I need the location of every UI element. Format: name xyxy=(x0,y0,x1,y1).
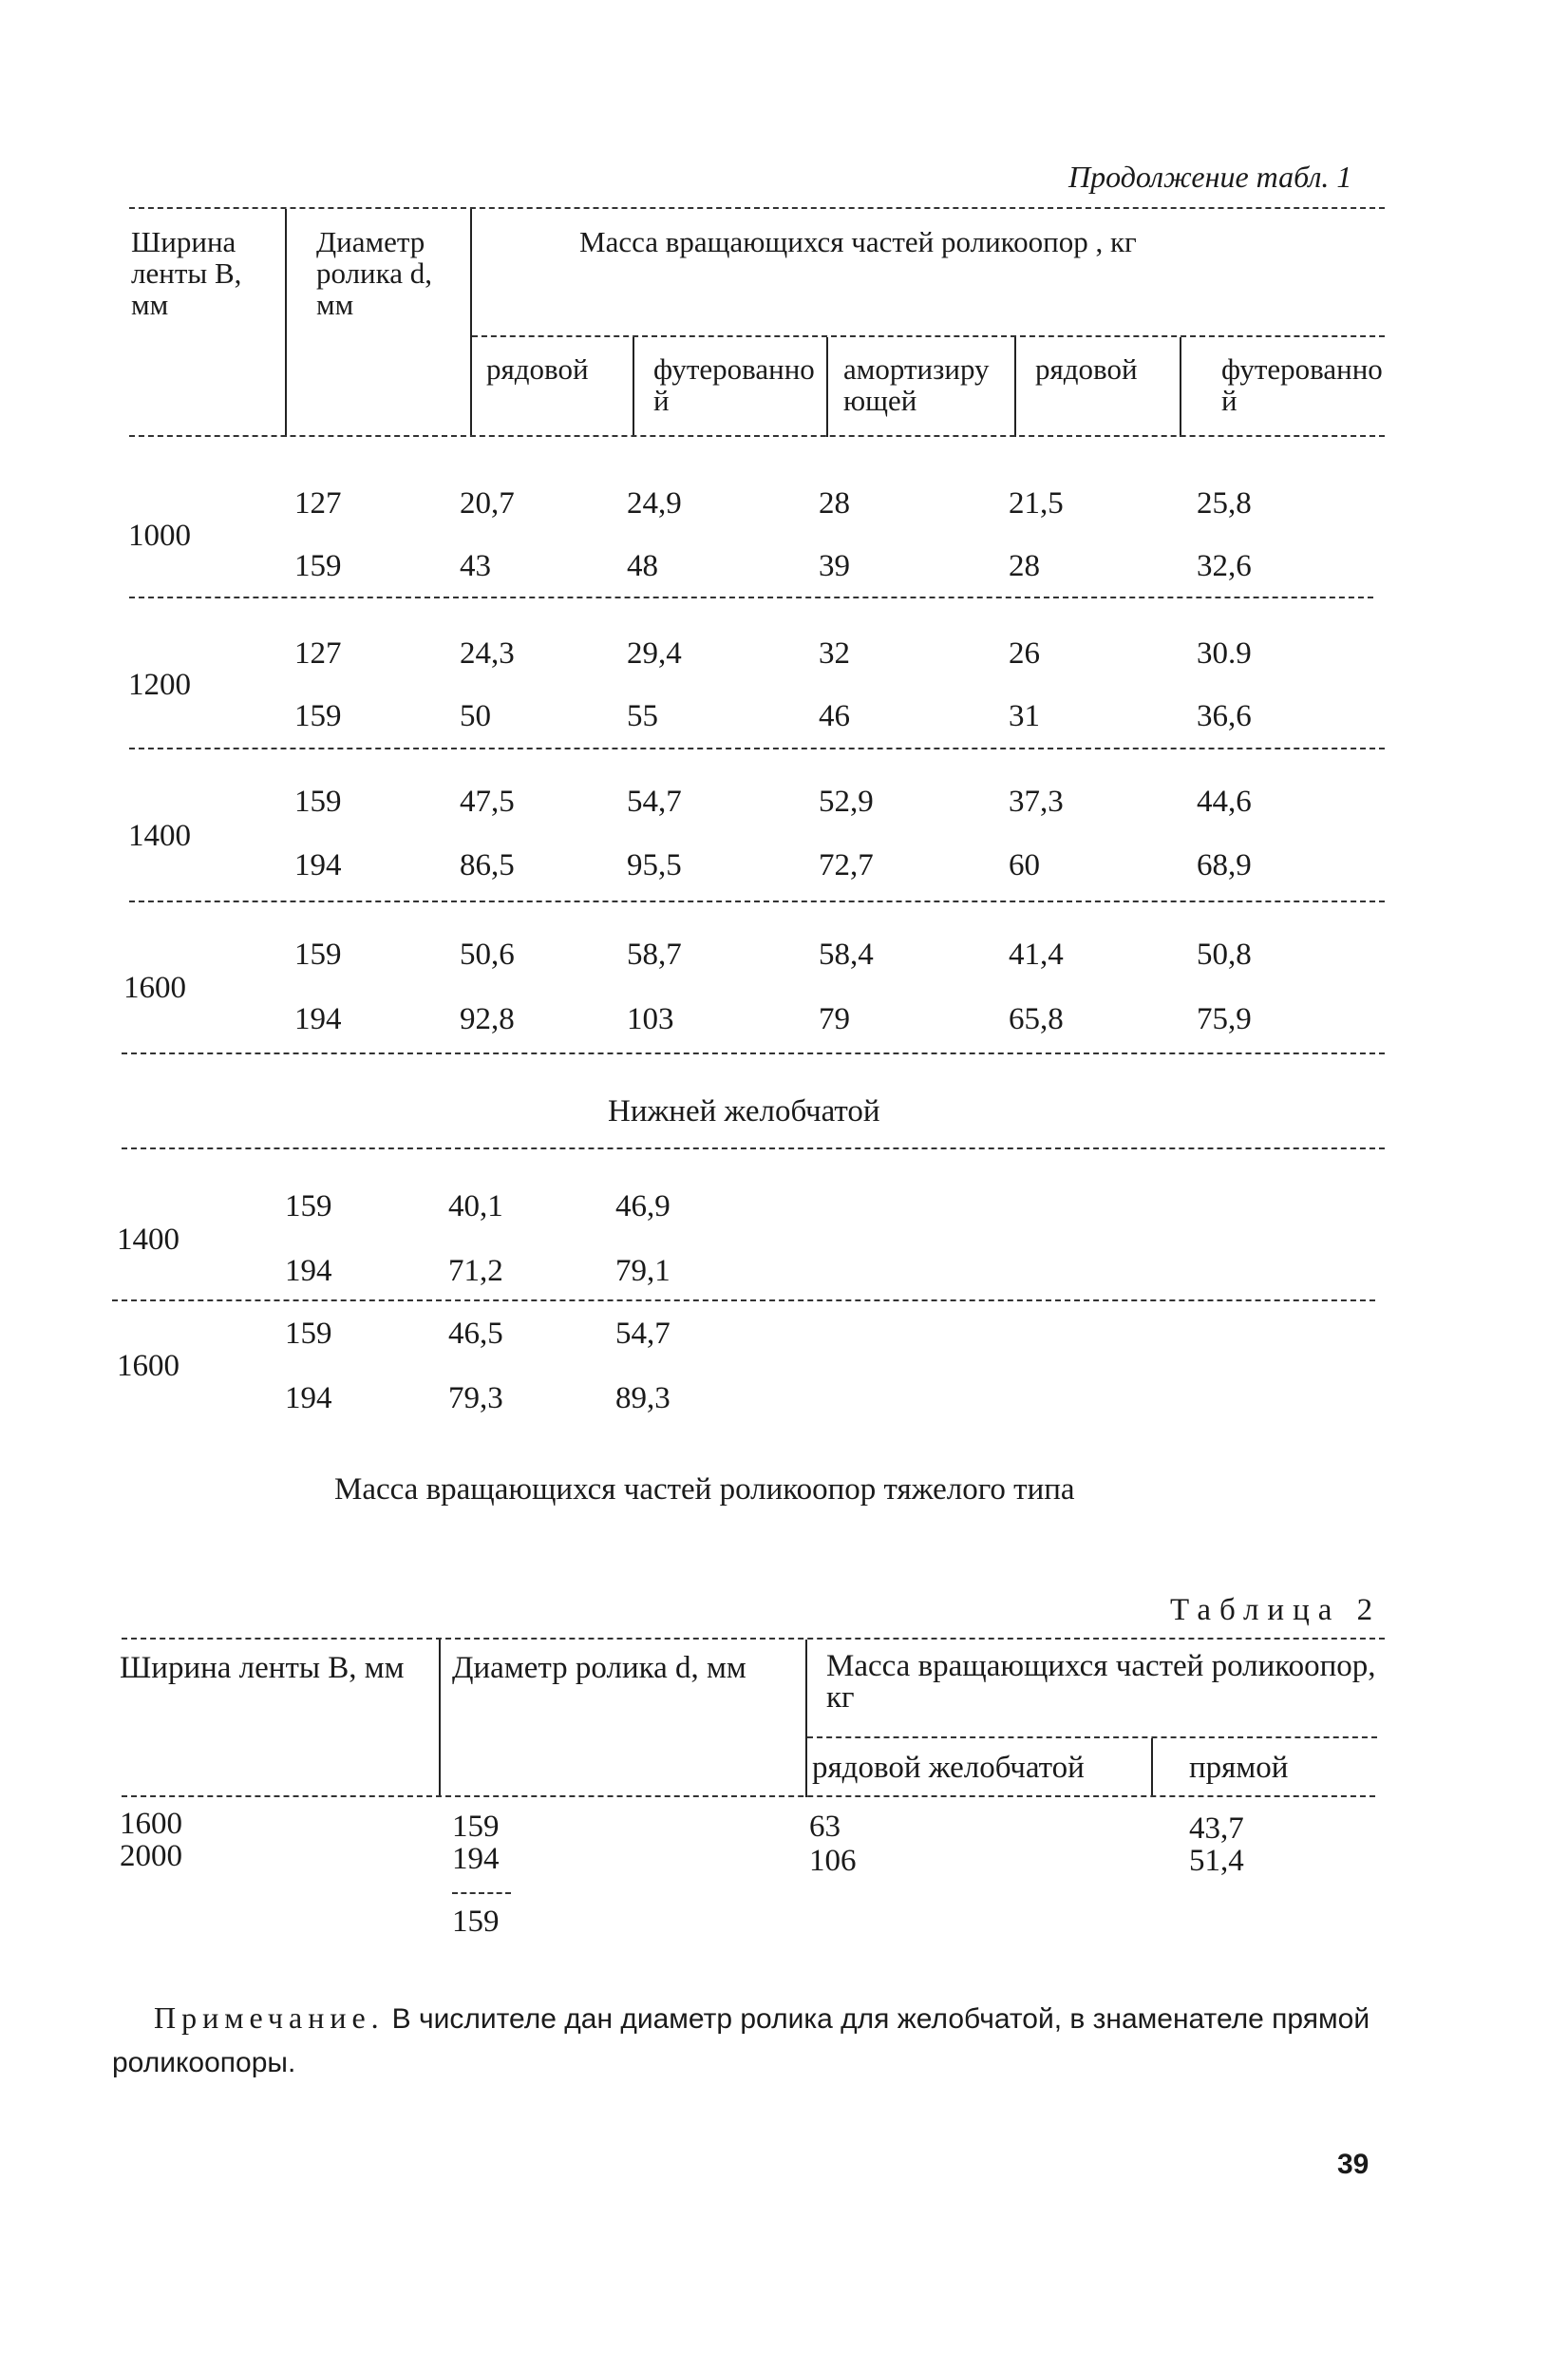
table-cell: 159 xyxy=(294,785,342,819)
table-cell: 194 xyxy=(294,848,342,882)
table-cell: 26 xyxy=(1009,636,1040,671)
table-cell: 32,6 xyxy=(1197,549,1252,583)
table-cell: 24,3 xyxy=(460,636,515,671)
table1-header-mass: Масса вращающихся частей роликоопор , кг xyxy=(579,225,1137,258)
table-cell: 65,8 xyxy=(1009,1002,1064,1036)
table2-diameter-cell: 194 xyxy=(452,1842,500,1876)
table2-sub-divider xyxy=(1151,1738,1153,1795)
table2-header-diameter: Диаметр ролика d, мм xyxy=(452,1651,746,1685)
table2-col-divider xyxy=(439,1640,441,1797)
table-cell: 31 xyxy=(1009,699,1040,733)
table-cell: 58,4 xyxy=(819,938,874,972)
table1-width-cell: 1600 xyxy=(123,971,186,1005)
table-cell: 46,5 xyxy=(448,1317,503,1351)
table-cell: 20,7 xyxy=(460,486,515,521)
table1-width-cell: 1400 xyxy=(117,1223,179,1257)
table1-subheader: футерованной xyxy=(1221,352,1383,417)
table-cell: 159 xyxy=(294,699,342,733)
table2-diameter-cell: 159 xyxy=(452,1905,500,1939)
table-cell: 95,5 xyxy=(627,848,682,882)
note-label: Примечание. xyxy=(154,2000,385,2035)
table2-subheader-rule xyxy=(807,1736,1377,1738)
table1-col-divider xyxy=(470,209,472,437)
table2-header-rule xyxy=(122,1795,1375,1797)
table-cell: 79,1 xyxy=(615,1254,671,1288)
table1-top-rule xyxy=(129,207,1385,209)
table1-header-diameter: Диаметр ролика d, мм xyxy=(316,225,433,321)
table2-header-mass: Масса вращающихся частей роликоопор, кг xyxy=(826,1649,1376,1715)
table1-subheader: амортизирующей xyxy=(843,352,990,417)
table1-sub-divider xyxy=(633,337,634,437)
table2-ryadovoy-cell: 106 xyxy=(809,1844,857,1878)
table1-lower-group-rule xyxy=(112,1299,1375,1301)
table1-subheader: рядовой xyxy=(486,352,589,386)
table-cell: 54,7 xyxy=(615,1317,671,1351)
continuation-label: Продолжение табл. 1 xyxy=(1068,160,1352,194)
table-cell: 194 xyxy=(285,1254,332,1288)
table2-pryamoy-cell: 51,4 xyxy=(1189,1844,1244,1878)
table-cell: 48 xyxy=(627,549,658,583)
table-cell: 89,3 xyxy=(615,1381,671,1415)
table-cell: 44,6 xyxy=(1197,785,1252,819)
table-cell: 29,4 xyxy=(627,636,682,671)
table-cell: 159 xyxy=(294,549,342,583)
table-cell: 159 xyxy=(285,1189,332,1223)
table2-top-rule xyxy=(122,1638,1385,1640)
table-cell: 41,4 xyxy=(1009,938,1064,972)
table2-caption: Масса вращающихся частей роликоопор тяжелого типа xyxy=(334,1472,1075,1507)
table-cell: 24,9 xyxy=(627,486,682,521)
table-cell: 194 xyxy=(294,1002,342,1036)
table-cell: 32 xyxy=(819,636,850,671)
table2-subheader-ryadovoy: рядовой желобчатой xyxy=(812,1751,1085,1785)
table-cell: 25,8 xyxy=(1197,486,1252,521)
table1-header-width: Ширина ленты В, мм xyxy=(131,225,242,321)
table2-width-cell: 2000 xyxy=(120,1839,182,1873)
table-cell: 43 xyxy=(460,549,491,583)
table-cell: 30.9 xyxy=(1197,636,1252,671)
table-cell: 39 xyxy=(819,549,850,583)
table-cell: 71,2 xyxy=(448,1254,503,1288)
table-cell: 79,3 xyxy=(448,1381,503,1415)
table2-diameter-cell: 159 xyxy=(452,1810,500,1844)
table1-width-cell: 1400 xyxy=(128,819,191,853)
table1-subheader: рядовой xyxy=(1035,352,1138,386)
table1-lower-section-title: Нижней желобчатой xyxy=(608,1094,880,1128)
table-cell: 46 xyxy=(819,699,850,733)
table1-group-rule xyxy=(129,901,1385,902)
table-cell: 86,5 xyxy=(460,848,515,882)
table-cell: 54,7 xyxy=(627,785,682,819)
page-number: 39 xyxy=(1337,2149,1370,2180)
table1-subheader-rule xyxy=(472,335,1385,337)
note-text: В числителе дан диаметр ролика для желобчатой, в знаменателе прямой роликоопоры. xyxy=(112,2003,1370,2078)
fraction-bar xyxy=(452,1892,511,1894)
table-cell: 52,9 xyxy=(819,785,874,819)
table-cell: 21,5 xyxy=(1009,486,1064,521)
table-cell: 68,9 xyxy=(1197,848,1252,882)
table1-width-cell: 1600 xyxy=(117,1349,179,1383)
table-cell: 72,7 xyxy=(819,848,874,882)
table-cell: 194 xyxy=(285,1381,332,1415)
table-cell: 159 xyxy=(294,938,342,972)
table-cell: 47,5 xyxy=(460,785,515,819)
table-cell: 58,7 xyxy=(627,938,682,972)
table-cell: 50,8 xyxy=(1197,938,1252,972)
table1-group-rule xyxy=(129,748,1385,749)
table1-sub-divider xyxy=(1014,337,1016,437)
table1-width-cell: 1200 xyxy=(128,668,191,702)
table1-sub-divider xyxy=(826,337,828,437)
table-cell: 75,9 xyxy=(1197,1002,1252,1036)
table-cell: 28 xyxy=(1009,549,1040,583)
table1-group-rule xyxy=(129,597,1373,598)
table-cell: 79 xyxy=(819,1002,850,1036)
table1-width-cell: 1000 xyxy=(128,519,191,553)
note xyxy=(112,1997,1389,2084)
table1-group-rule xyxy=(122,1052,1385,1054)
table-cell: 127 xyxy=(294,486,342,521)
table-cell: 60 xyxy=(1009,848,1040,882)
table2-header-width: Ширина ленты В, мм xyxy=(120,1651,405,1685)
table-cell: 103 xyxy=(627,1002,674,1036)
table2-ryadovoy-cell: 63 xyxy=(809,1810,841,1844)
table1-sub-divider xyxy=(1180,337,1181,437)
table1-col-divider xyxy=(285,209,287,437)
table2-subheader-pryamoy: прямой xyxy=(1189,1751,1289,1785)
table-cell: 36,6 xyxy=(1197,699,1252,733)
table-cell: 159 xyxy=(285,1317,332,1351)
table-cell: 37,3 xyxy=(1009,785,1064,819)
table-cell: 46,9 xyxy=(615,1189,671,1223)
table-cell: 40,1 xyxy=(448,1189,503,1223)
table1-header-rule xyxy=(129,435,1385,437)
table-cell: 55 xyxy=(627,699,658,733)
table1-subheader: футерованной xyxy=(653,352,815,417)
table1-lower-rule xyxy=(122,1147,1385,1149)
table-cell: 50,6 xyxy=(460,938,515,972)
table2-pryamoy-cell: 43,7 xyxy=(1189,1811,1244,1846)
table-cell: 127 xyxy=(294,636,342,671)
table-cell: 50 xyxy=(460,699,491,733)
table-cell: 92,8 xyxy=(460,1002,515,1036)
table2-width-cell: 1600 xyxy=(120,1807,182,1841)
table2-col-divider xyxy=(805,1640,807,1797)
table2-label: Таблица 2 xyxy=(1170,1593,1382,1627)
table-cell: 28 xyxy=(819,486,850,521)
